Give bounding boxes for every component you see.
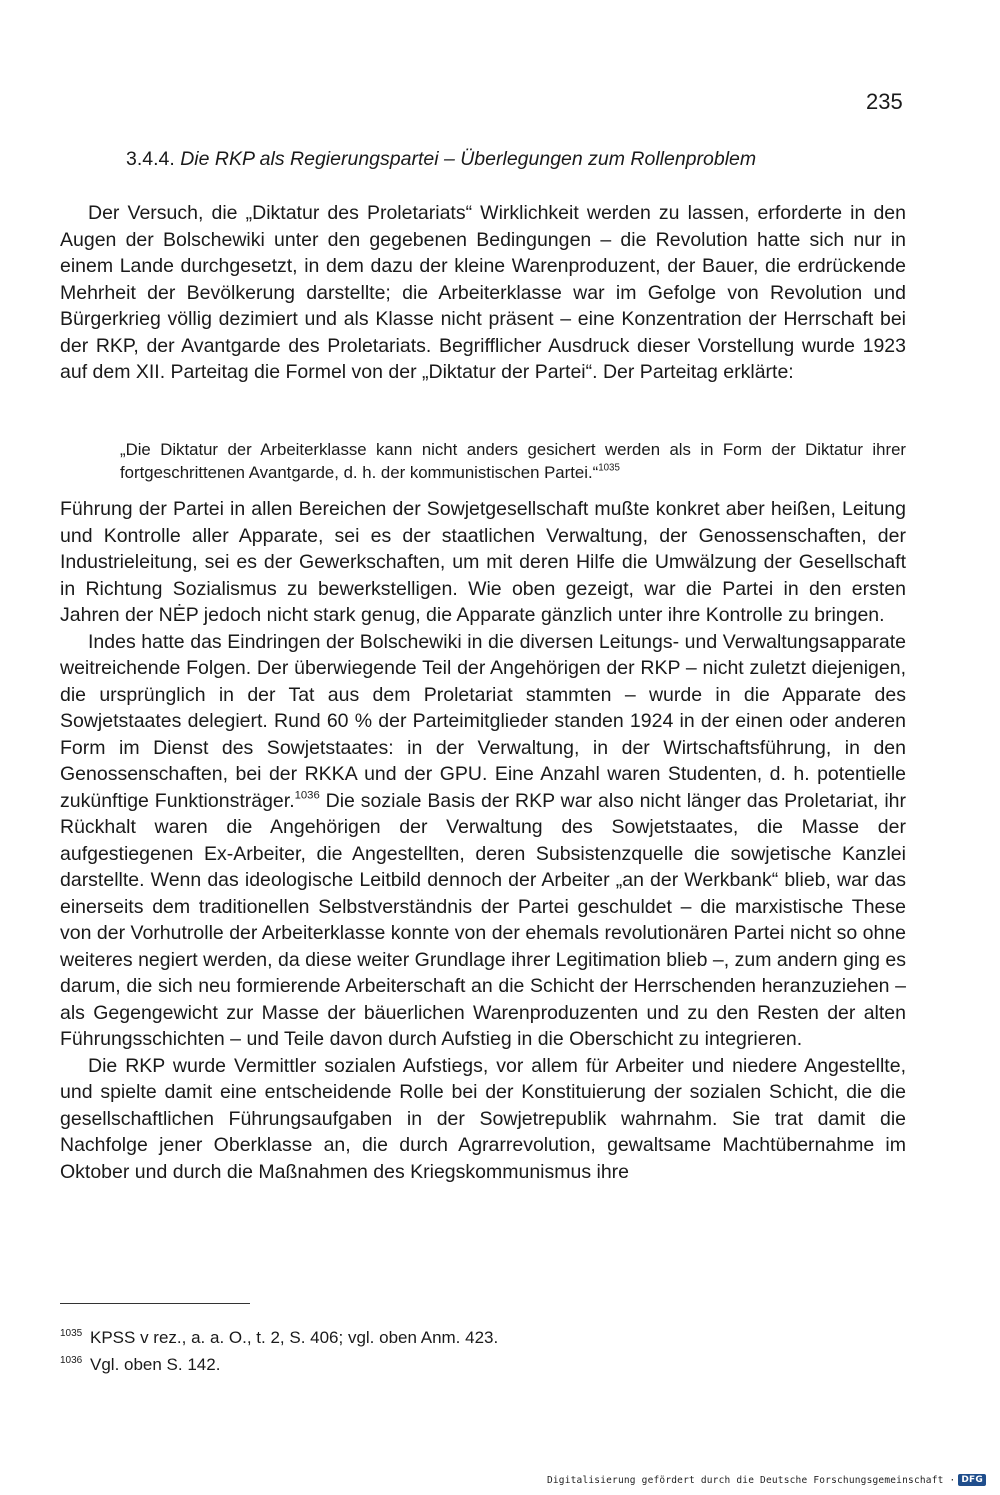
page-number: 235 xyxy=(866,89,903,114)
dfg-logo-icon: DFG xyxy=(958,1474,986,1486)
footnotes xyxy=(60,1322,498,1376)
quote-text: „Die Diktatur der Arbeiterklasse kann nicht anders gesichert werden als in Form der Diktatur ihrer fortgeschrittenen Avantgarde, d. h. der kommunistischen Partei.“ xyxy=(120,440,906,482)
footnote-1035 xyxy=(60,1322,498,1349)
section-title: Die RKP als Regierungspartei – Überlegungen zum Rollenproblem xyxy=(180,148,757,170)
digitization-text: Digitalisierung gefördert durch die Deutsche Forschungsgemeinschaft · xyxy=(546,1474,956,1486)
paragraph-4: Die RKP wurde Vermittler sozialen Aufstiegs, vor allem für Arbeiter und niedere Angestellte, und spielte damit eine entscheidende Rolle bei der Konstituierung der sozialen Schicht, die die gesellschaftlichen Führungsaufgaben in der Sowjetrepublik wahrnahm. Sie trat damit die Nachfolge jener Oberklasse an, die durch Agrarrevolution, gewaltsame Machtübernahme im Oktober und durch die Maßnahmen des Kriegskommunismus ihre xyxy=(60,1054,906,1183)
digitization-note xyxy=(547,1474,986,1486)
footnote-number: 1036 xyxy=(60,1355,83,1366)
intro-paragraph: Der Versuch, die „Diktatur des Proletariats“ Wirklichkeit werden zu lassen, erforderte in den Augen der Bolschewiki unter den gegebenen Bedingungen – die Revolution hatte sich nur in einem Lande durchgesetzt, in dem dazu der kleine Warenproduzent, der Bauer, die erdrückende Mehrheit der Bevölkerung darstellte; die Arbeiterklasse war im Gefolge von Revolution und Bürgerkrieg völlig dezimiert und als Klasse nicht präsent – eine Konzentration der Herrschaft bei der RKP, der Avantgarde des Proletariats. Begrifflicher Ausdruck dieser Vorstellung wurde 1923 auf dem XII. Parteitag die Formel von der „Diktatur der Partei“. Der Parteitag erklärte: xyxy=(60,202,906,383)
paragraph-3-part-2: Die soziale Basis der RKP war also nicht länger das Proletariat, ihr Rückhalt waren die Angehörigen der Verwaltung des Sowjetstaates, die Masse der aufgestiegenen Ex-Arbeiter, die Angestellten, deren Subsistenzquelle die sowjetische Kanzlei darstellte. Wenn das ideologische Leitbild dennoch der Arbeiter „an der Werkbank“ blieb, war das einerseits dem traditionellen Selbstverständnis der Partei geschuldet – die marxistische These von der Vorhutrolle der Arbeiterklasse konnte von der ehemals revolutionären Partei nicht so ohne weiteres negiert werden, da diese weiter Grundlage ihrer Legitimation blieb –, zum andern ging es darum, die sich neu formierende Arbeiterschaft an die Schicht der Herrschenden heranzuziehen – als Gegengewicht zur Masse der bäuerlichen Warenproduzenten und zu den Resten der alten Führungsschichten – und Teile davon durch Aufstieg in die Oberschicht zu integrieren. xyxy=(60,789,906,1050)
footnote-ref-1036[interactable]: 1036 xyxy=(294,789,320,802)
footnote-number: 1035 xyxy=(60,1328,83,1339)
footnote-divider xyxy=(60,1303,250,1304)
paragraph-2: Führung der Partei in allen Bereichen der Sowjetgesellschaft mußte konkret aber heißen, Leitung und Kontrolle aller Apparate, sei es der staatlichen Verwaltung, der Genossenschaften, der Industrieleitung, sei es der Gewerkschaften, um mit deren Hilfe die Umwälzung der Gesellschaft in Richtung Sozialismus zu bewerkstelligen. Wie oben gezeigt, war die Partei in den ersten Jahren der NĖP jedoch nicht stark genug, die Apparate gänzlich unter ihre Kontrolle zu bringen. xyxy=(60,498,906,626)
footnote-ref-1035[interactable]: 1035 xyxy=(598,462,620,474)
section-number: 3.4.4. xyxy=(126,148,175,170)
paragraph-3 xyxy=(60,629,906,1053)
section-heading xyxy=(126,145,756,173)
footnote-text: KPSS v rez., a. a. O., t. 2, S. 406; vgl. oben Anm. 423. xyxy=(90,1328,499,1347)
paragraph-3-part-1: Indes hatte das Eindringen der Bolschewiki in die diversen Leitungs- und Verwaltungsapparate weitreichende Folgen. Der überwiegende Teil der Angehörigen der RKP – nicht zuletzt diejenigen, die ursprünglich in der Tat aus dem Proletariat stammten – wurde in die Apparate des Sowjetstaates delegiert. Rund 60 % der Parteimitglieder standen 1924 in der einen oder anderen Form im Dienst des Sowjetstaates: in der Verwaltung, in der Wirtschaftsführung, in den Genossenschaften, bei der RKKA und der GPU. Eine Anzahl waren Studenten, d. h. potentielle zukünftige Funktionsträger. xyxy=(60,630,906,812)
intro-text-block xyxy=(60,200,906,386)
main-text-block xyxy=(60,496,906,1185)
footnote-1036 xyxy=(60,1349,498,1376)
block-quote xyxy=(120,438,906,484)
footnote-text: Vgl. oben S. 142. xyxy=(90,1355,221,1374)
